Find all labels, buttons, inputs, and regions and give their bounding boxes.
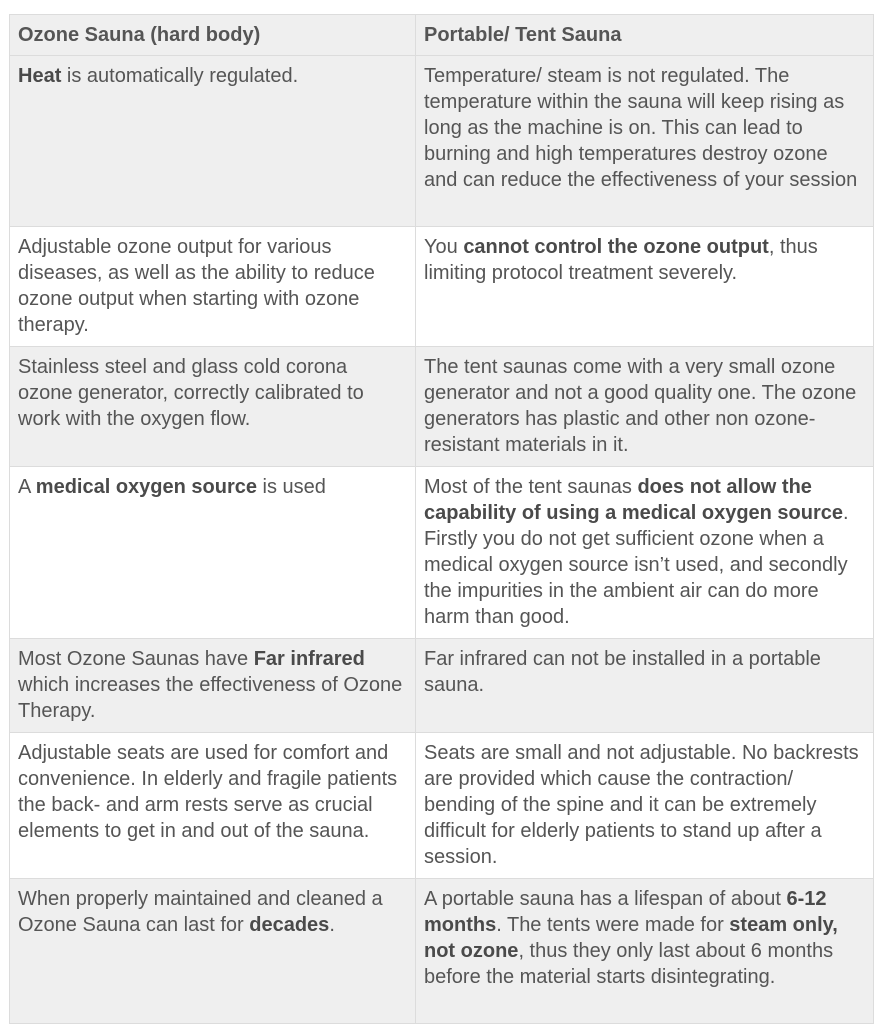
header-row: [10, 15, 874, 56]
cell-text: A portable sauna has a lifespan of about: [424, 888, 787, 910]
comparison-table: [9, 14, 874, 1024]
cell-text: Adjustable ozone output for various diseases, as well as the ability to reduce ozone output when starting with ozone therapy.: [18, 236, 375, 336]
table-row: [10, 733, 874, 879]
cell-portable-sauna: [416, 227, 874, 347]
bold-text: Far infrared: [253, 648, 365, 670]
cell-ozone-sauna: [10, 467, 416, 639]
table-row: [10, 879, 874, 1024]
cell-text: . Firstly you do not get sufficient ozone when a medical oxygen source isn’t used, and secondly the impurities in the ambient air can do more harm than good.: [424, 502, 849, 628]
cell-text: .: [329, 914, 335, 936]
bold-text: medical oxygen source: [35, 476, 257, 498]
cell-text: . The tents were made for: [496, 914, 730, 936]
table-row: [10, 56, 874, 227]
cell-text: The tent saunas come with a very small ozone generator and not a good quality one. The ozone generators has plastic and other non ozone-resistant materials in it.: [424, 356, 857, 456]
bold-text: does not allow the capability of using a medical oxygen source: [424, 476, 844, 524]
cell-ozone-sauna: [10, 227, 416, 347]
header-ozone-sauna: Ozone Sauna (hard body): [10, 15, 416, 56]
cell-portable-sauna: [416, 879, 874, 1024]
cell-portable-sauna: [416, 467, 874, 639]
cell-text: is automatically regulated.: [61, 65, 299, 87]
cell-ozone-sauna: [10, 733, 416, 879]
cell-text: , thus limiting protocol treatment severely.: [424, 236, 818, 284]
cell-text: Stainless steel and glass cold corona ozone generator, correctly calibrated to work with the oxygen flow.: [18, 356, 364, 430]
bold-text: steam only, not ozone: [424, 914, 838, 962]
cell-portable-sauna: [416, 639, 874, 733]
cell-ozone-sauna: [10, 879, 416, 1024]
cell-ozone-sauna: [10, 639, 416, 733]
cell-portable-sauna: [416, 56, 874, 227]
table-row: [10, 639, 874, 733]
cell-text: You: [424, 236, 464, 258]
bold-text: 6-12 months: [424, 888, 827, 936]
cell-text: Adjustable seats are used for comfort and convenience. In elderly and fragile patients the back- and arm rests serve as crucial elements to get in and out of the sauna.: [18, 742, 398, 842]
header-portable-tent-sauna: Portable/ Tent Sauna: [416, 15, 874, 56]
cell-text: Most Ozone Saunas have: [18, 648, 254, 670]
cell-text: Far infrared can not be installed in a portable sauna.: [424, 648, 821, 696]
table-row: [10, 467, 874, 639]
cell-ozone-sauna: [10, 347, 416, 467]
cell-text: , thus they only last about 6 months before the material starts disintegrating.: [424, 940, 834, 988]
cell-text: Temperature/ steam is not regulated. The temperature within the sauna will keep rising as long as the machine is on. This can lead to burning and high temperatures destroy ozone and can reduce the effectiveness of your session: [424, 65, 858, 191]
cell-ozone-sauna: [10, 56, 416, 227]
cell-text: A: [18, 476, 36, 498]
bold-text: decades: [249, 914, 330, 936]
cell-portable-sauna: [416, 733, 874, 879]
table-row: [10, 227, 874, 347]
cell-text: is used: [257, 476, 326, 498]
bold-text: Heat: [18, 65, 62, 87]
table-row: [10, 347, 874, 467]
bold-text: cannot control the ozone output: [463, 236, 769, 258]
cell-text: When properly maintained and cleaned a Ozone Sauna can last for: [18, 888, 383, 936]
cell-text: which increases the effectiveness of Ozone Therapy.: [18, 674, 403, 722]
cell-text: Most of the tent saunas: [424, 476, 638, 498]
cell-text: Seats are small and not adjustable. No backrests are provided which cause the contraction/ bending of the spine and it can be extremely difficult for elderly patients to stand up after a session.: [424, 742, 859, 868]
cell-portable-sauna: [416, 347, 874, 467]
